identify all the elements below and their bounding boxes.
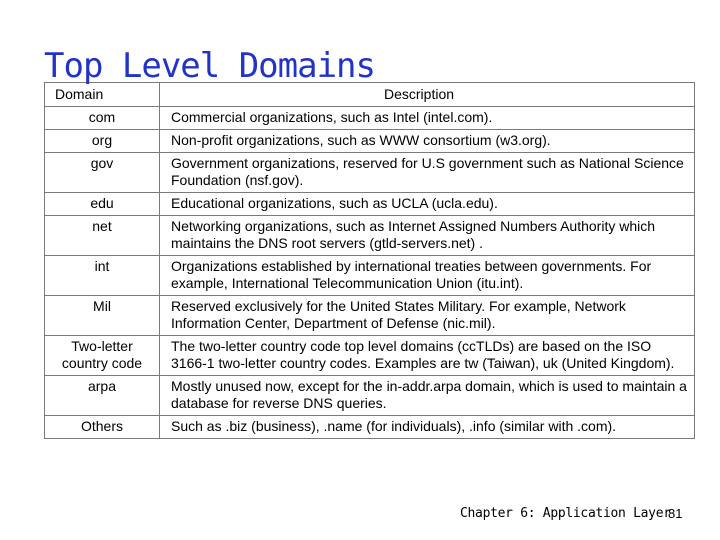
domain-cell: arpa bbox=[45, 376, 160, 416]
table-row bbox=[45, 296, 695, 336]
column-header-description: Description bbox=[160, 83, 695, 107]
table-row bbox=[45, 153, 695, 193]
domain-cell: org bbox=[45, 130, 160, 153]
description-cell: Commercial organizations, such as Intel (intel.com). bbox=[160, 107, 695, 130]
description-cell: Such as .biz (business), .name (for individuals), .info (similar with .com). bbox=[160, 416, 695, 439]
domain-cell: Mil bbox=[45, 296, 160, 336]
page-number: 81 bbox=[668, 506, 683, 521]
description-cell: Non-profit organizations, such as WWW consortium (w3.org). bbox=[160, 130, 695, 153]
description-cell: Government organizations, reserved for U.S government such as National Science Foundation (nsf.gov). bbox=[160, 153, 695, 193]
description-cell: Networking organizations, such as Internet Assigned Numbers Authority which maintains the DNS root servers (gtld-servers.net) . bbox=[160, 216, 695, 256]
domain-cell: Two-letter country code bbox=[45, 336, 160, 376]
table-row bbox=[45, 107, 695, 130]
table-row bbox=[45, 130, 695, 153]
description-cell: Reserved exclusively for the United States Military. For example, Network Information Center, Department of Defense (nic.mil). bbox=[160, 296, 695, 336]
page-title: Top Level Domains bbox=[44, 46, 375, 86]
chapter-footer: Chapter 6: Application Layer bbox=[460, 506, 671, 521]
domain-cell: edu bbox=[45, 193, 160, 216]
table-row bbox=[45, 416, 695, 439]
description-cell: Mostly unused now, except for the in-addr.arpa domain, which is used to maintain a database for reverse DNS queries. bbox=[160, 376, 695, 416]
table-row bbox=[45, 193, 695, 216]
tld-table bbox=[44, 82, 695, 439]
table-row bbox=[45, 336, 695, 376]
description-cell: Educational organizations, such as UCLA (ucla.edu). bbox=[160, 193, 695, 216]
domain-cell: gov bbox=[45, 153, 160, 193]
domain-cell: int bbox=[45, 256, 160, 296]
domain-cell: com bbox=[45, 107, 160, 130]
domain-cell: net bbox=[45, 216, 160, 256]
table-row bbox=[45, 216, 695, 256]
description-cell: Organizations established by international treaties between governments. For example, International Telecommunication Union (itu.int). bbox=[160, 256, 695, 296]
table-row bbox=[45, 256, 695, 296]
table-header-row bbox=[45, 83, 695, 107]
description-cell: The two-letter country code top level domains (ccTLDs) are based on the ISO 3166-1 two-letter country codes. Examples are tw (Taiwan), uk (United Kingdom). bbox=[160, 336, 695, 376]
domain-cell: Others bbox=[45, 416, 160, 439]
table-row bbox=[45, 376, 695, 416]
column-header-domain: Domain bbox=[45, 83, 160, 107]
